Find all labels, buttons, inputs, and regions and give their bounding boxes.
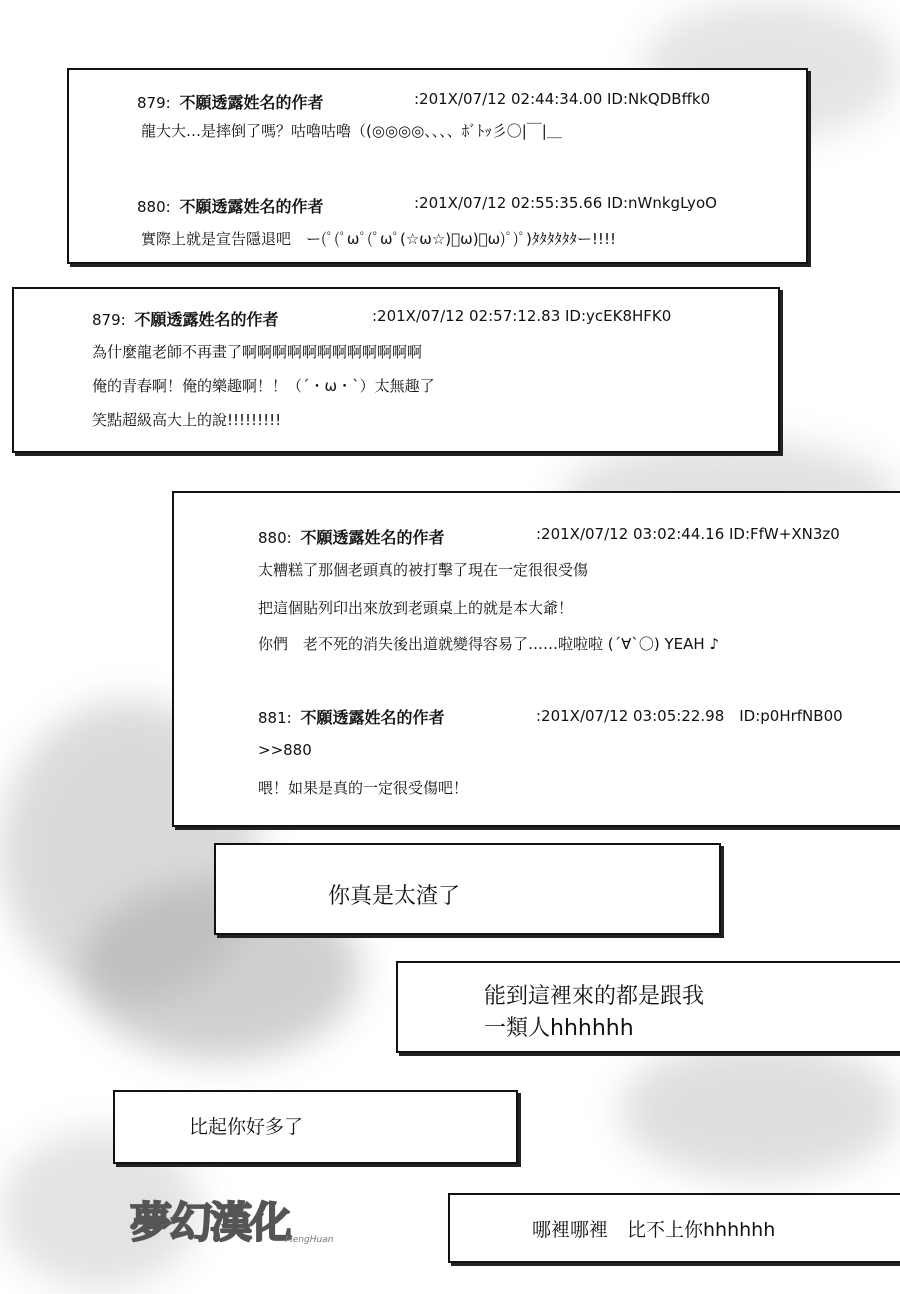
post-author: 不願透露姓名的作者 <box>300 528 445 547</box>
speech-text: 比起你好多了 <box>189 1116 304 1138</box>
post-line: 龍大大…是摔倒了嗎？咕嚕咕嚕（(◎◎◎◎、、、、ﾎﾞﾄｯ彡〇|￣|＿ <box>141 122 562 140</box>
post-line: >>880 <box>258 741 312 759</box>
post-header: 879: 不願透露姓名的作者 <box>137 90 323 113</box>
post-number: 881 <box>258 709 287 727</box>
post-meta: :201X/07/12 02:44:34.00 ID:NkQDBffk0 <box>414 90 711 108</box>
post-box-1 <box>67 68 808 264</box>
speech-text: 你真是太渣了 <box>328 884 461 909</box>
post-meta: :201X/07/12 02:57:12.83 ID:ycEK8HFK0 <box>372 307 672 325</box>
post-header: 880: 不願透露姓名的作者 <box>258 525 444 548</box>
post-author: 不願透露姓名的作者 <box>179 197 324 216</box>
post-meta: :201X/07/12 03:02:44.16 ID:FfW+XN3z0 <box>536 525 840 543</box>
speech-box-1 <box>214 843 721 935</box>
speech-text: 一類人hhhhhh <box>484 1016 634 1041</box>
speech-text: 能到這裡來的都是跟我 <box>484 984 705 1009</box>
background-smudge <box>620 1040 900 1180</box>
post-line: 笑點超級高大上的說!!!!!!!!! <box>92 411 282 429</box>
post-line: 喂！如果是真的一定很受傷吧！ <box>258 779 469 797</box>
post-line: 實際上就是宣告隱退吧 ー(ﾟ(ﾟωﾟ(ﾟωﾟ(☆ω☆)ﾟω)ﾟω)ﾟ)ﾟ)ﾀﾀﾀﾀﾀﾀー!!!! <box>141 230 616 248</box>
post-line: 為什麼龍老師不再畫了啊啊啊啊啊啊啊啊啊啊啊啊 <box>92 343 423 361</box>
post-line: 把這個貼列印出來放到老頭桌上的就是本大爺！ <box>258 599 574 617</box>
post-author: 不願透露姓名的作者 <box>300 708 445 727</box>
post-author: 不願透露姓名的作者 <box>134 310 279 329</box>
post-number: 879 <box>92 311 121 329</box>
speech-box-2 <box>396 961 900 1053</box>
post-box-3 <box>172 491 900 827</box>
post-number: 880 <box>137 198 166 216</box>
post-box-2 <box>12 287 780 453</box>
group-logo: 夢幻漢化 <box>130 1198 291 1247</box>
post-line: 太糟糕了那個老頭真的被打擊了現在一定很很受傷 <box>258 561 589 579</box>
post-header: 879: 不願透露姓名的作者 <box>92 307 278 330</box>
post-header: 880: 不願透露姓名的作者 <box>137 194 323 217</box>
speech-text: 哪裡哪裡 比不上你hhhhhh <box>532 1219 776 1241</box>
post-meta: :201X/07/12 03:05:22.98 ID:p0HrfNB00 <box>536 707 843 725</box>
speech-box-4 <box>448 1193 900 1263</box>
speech-box-3 <box>113 1090 518 1164</box>
post-number: 880 <box>258 529 287 547</box>
post-number: 879 <box>137 94 166 112</box>
post-line: 俺的青春啊！俺的樂趣啊！！（´・ω・`）太無趣了 <box>92 377 435 395</box>
group-logo-sub: MengHuan <box>285 1235 334 1245</box>
post-header: 881: 不願透露姓名的作者 <box>258 705 444 728</box>
post-meta: :201X/07/12 02:55:35.66 ID:nWnkgLyoO <box>414 194 717 212</box>
post-line: 你們 老不死的消失後出道就變得容易了……啦啦啦 (´∀`〇) YEAH ♪ <box>258 635 720 653</box>
post-author: 不願透露姓名的作者 <box>179 93 324 112</box>
